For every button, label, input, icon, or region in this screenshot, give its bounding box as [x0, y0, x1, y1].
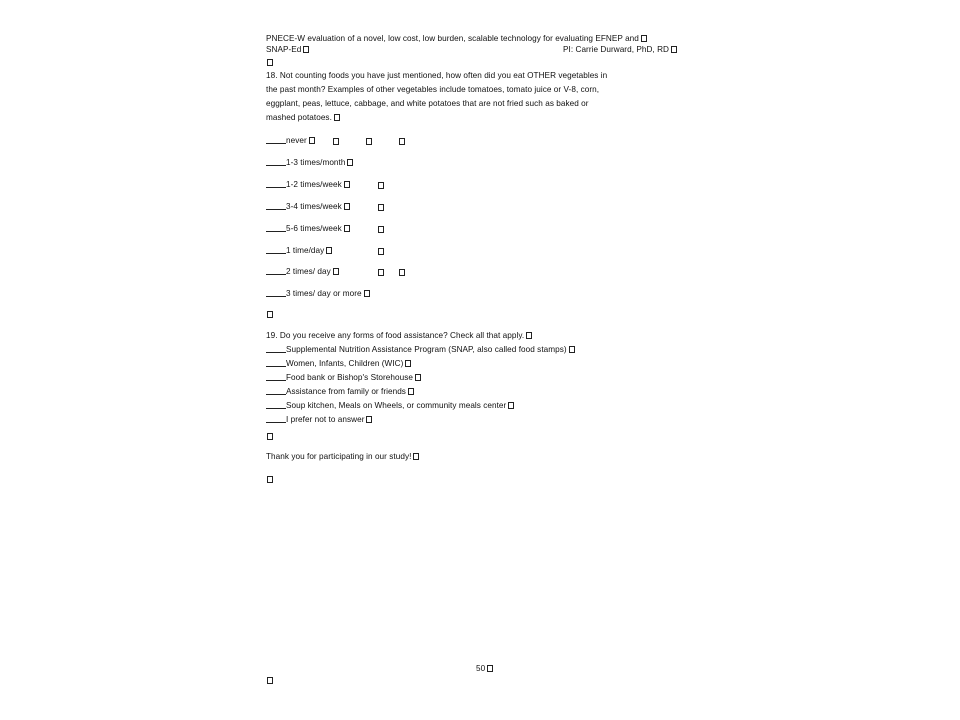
header-line-1: PNECE-W evaluation of a novel, low cost, low burden, scalable technology for evaluating EFNEP and	[266, 34, 639, 43]
header-line-2-right	[563, 45, 677, 55]
q19-option-food-bank[interactable]	[266, 373, 421, 383]
page-number	[476, 664, 493, 674]
tab-mark-icon	[333, 138, 339, 145]
paragraph-mark-icon	[408, 388, 414, 395]
thank-you-text: Thank you for participating in our study!	[266, 452, 412, 461]
option-label: Assistance from family or friends	[286, 387, 406, 396]
tab-mark-icon	[344, 225, 350, 232]
q18-text-line-1	[266, 71, 607, 81]
option-label: 3-4 times/week	[286, 202, 342, 211]
paragraph-mark-icon	[303, 46, 309, 53]
paragraph-mark-icon	[487, 665, 493, 672]
answer-blank[interactable]	[266, 401, 286, 409]
option-label: 3 times/ day or more	[286, 289, 362, 298]
q18-line-3: eggplant, peas, lettuce, cabbage, and white potatoes that are not fried such as baked or	[266, 99, 589, 108]
q18-option-1-day[interactable]	[266, 246, 332, 256]
answer-blank[interactable]	[266, 359, 286, 367]
q18-option-5-6-week[interactable]	[266, 224, 350, 234]
option-label: Food bank or Bishop's Storehouse	[286, 373, 413, 382]
option-label: 1 time/day	[286, 246, 325, 255]
answer-blank[interactable]	[266, 373, 286, 381]
option-label: Supplemental Nutrition Assistance Program (SNAP, also called food stamps)	[286, 345, 567, 354]
option-label: I prefer not to answer	[286, 415, 365, 424]
q18-option-3-4-week[interactable]	[266, 202, 350, 212]
paragraph-mark-icon	[267, 476, 273, 483]
q18-line-2: the past month? Examples of other vegetables include tomatoes, tomato juice or V-8, corn,	[266, 85, 600, 94]
paragraph-mark-icon	[267, 677, 273, 684]
q18-text-line-3	[266, 99, 589, 109]
paragraph-mark-icon	[415, 374, 421, 381]
header-snap-ed: SNAP-Ed	[266, 45, 302, 54]
paragraph-mark-icon	[364, 290, 370, 297]
closing-text	[266, 452, 419, 462]
q19-option-prefer-not[interactable]	[266, 415, 372, 425]
paragraph-mark-icon	[267, 433, 273, 440]
option-label: Soup kitchen, Meals on Wheels, or community meals center	[286, 401, 507, 410]
q18-option-1-2-week[interactable]	[266, 180, 350, 190]
answer-blank[interactable]	[266, 202, 286, 210]
q18-line-4: mashed potatoes.	[266, 113, 332, 122]
paragraph-mark-icon	[413, 453, 419, 460]
q18-option-2-day[interactable]	[266, 267, 339, 277]
tab-mark-icon	[378, 182, 384, 189]
option-label: never	[286, 136, 307, 145]
q19-option-family-friends[interactable]	[266, 387, 414, 397]
paragraph-mark-icon	[267, 311, 273, 318]
answer-blank[interactable]	[266, 387, 286, 395]
paragraph-mark-icon	[366, 416, 372, 423]
paragraph-mark-icon	[641, 35, 647, 42]
tab-mark-icon	[399, 138, 405, 145]
q19-text: 19. Do you receive any forms of food assistance? Check all that apply.	[266, 331, 525, 340]
q18-option-never[interactable]	[266, 136, 315, 146]
answer-blank[interactable]	[266, 246, 286, 254]
answer-blank[interactable]	[266, 415, 286, 423]
paragraph-mark-icon	[569, 346, 575, 353]
tab-mark-icon	[366, 138, 372, 145]
paragraph-mark-icon	[508, 402, 514, 409]
header-title-line	[266, 34, 647, 44]
answer-blank[interactable]	[266, 267, 286, 275]
option-label: Women, Infants, Children (WIC)	[286, 359, 404, 368]
option-label: 2 times/ day	[286, 267, 331, 276]
answer-blank[interactable]	[266, 180, 286, 188]
tab-mark-icon	[399, 269, 405, 276]
tab-mark-icon	[309, 137, 315, 144]
q19-option-snap[interactable]	[266, 345, 575, 355]
page-number-text: 50	[476, 664, 486, 673]
answer-blank[interactable]	[266, 345, 286, 353]
answer-blank[interactable]	[266, 158, 286, 166]
answer-blank[interactable]	[266, 289, 286, 297]
paragraph-mark-icon	[671, 46, 677, 53]
answer-blank[interactable]	[266, 224, 286, 232]
tab-mark-icon	[378, 226, 384, 233]
paragraph-mark-icon	[526, 332, 532, 339]
q18-text-line-2	[266, 85, 599, 95]
header-line-2-left	[266, 45, 309, 55]
option-label: 1-3 times/month	[286, 158, 346, 167]
q18-option-1-3-month[interactable]	[266, 158, 353, 168]
answer-blank[interactable]	[266, 136, 286, 144]
q19-option-soup-kitchen[interactable]	[266, 401, 514, 411]
q18-option-3-day-more[interactable]	[266, 289, 370, 299]
tab-mark-icon	[333, 268, 339, 275]
header-pi-name: PI: Carrie Durward, PhD, RD	[563, 45, 669, 54]
tab-mark-icon	[326, 247, 332, 254]
paragraph-mark-icon	[267, 59, 273, 66]
option-label: 5-6 times/week	[286, 224, 342, 233]
paragraph-mark-icon	[405, 360, 411, 367]
tab-mark-icon	[344, 203, 350, 210]
paragraph-mark-icon	[347, 159, 353, 166]
tab-mark-icon	[378, 248, 384, 255]
paragraph-mark-icon	[334, 114, 340, 121]
tab-mark-icon	[378, 204, 384, 211]
tab-mark-icon	[378, 269, 384, 276]
q19-option-wic[interactable]	[266, 359, 411, 369]
q18-text-line-4	[266, 113, 340, 123]
tab-mark-icon	[344, 181, 350, 188]
q18-line-1: 18. Not counting foods you have just mentioned, how often did you eat OTHER vegetables in	[266, 71, 608, 80]
q19-question	[266, 331, 532, 341]
option-label: 1-2 times/week	[286, 180, 342, 189]
